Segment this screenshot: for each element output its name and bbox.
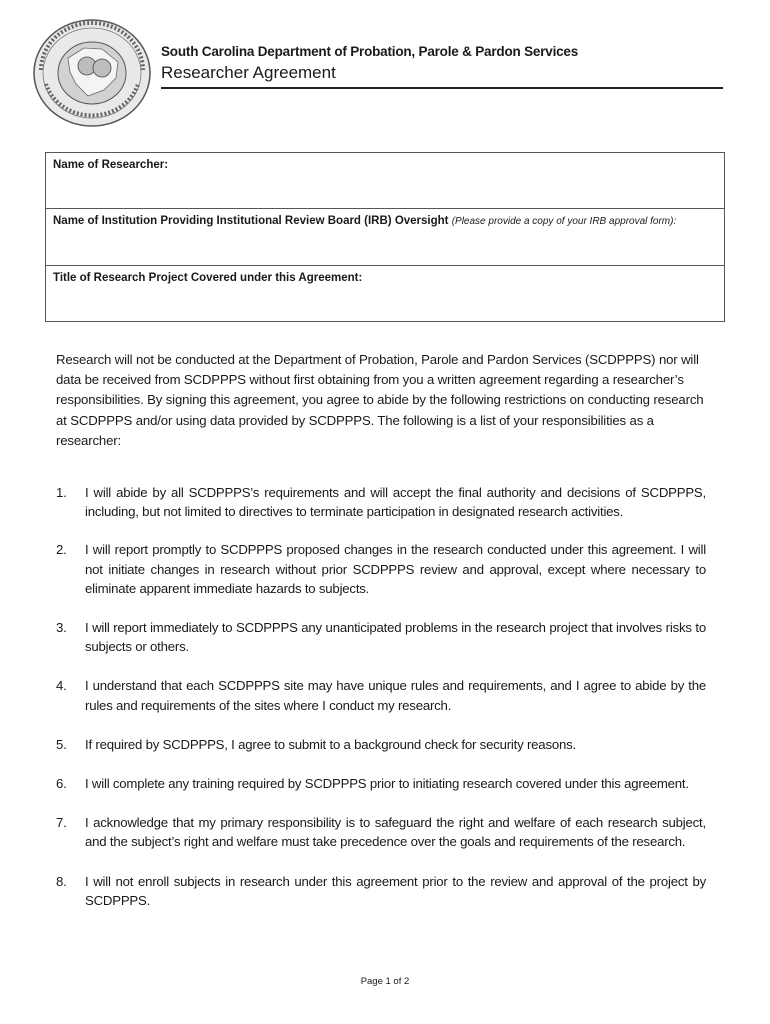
list-item — [56, 540, 706, 598]
researcher-info-form — [45, 152, 725, 322]
researcher-name-label: Name of Researcher: — [53, 159, 169, 171]
irb-institution-note: (Please provide a copy of your IRB approval form): — [451, 216, 677, 227]
irb-institution-label: Name of Institution Providing Institutional Review Board (IRB) Oversight — [53, 215, 449, 227]
list-item-number: 2. — [56, 542, 67, 558]
list-item-text: I will report promptly to SCDPPPS proposed changes in the research conducted under this agreement. I will not initiate changes in research without prior SCDPPPS review and approval, except where necessary to eliminate apparent immediate hazards to subjects. — [85, 542, 706, 596]
list-item — [56, 813, 706, 851]
list-item-text: If required by SCDPPPS, I agree to submit to a background check for security reasons. — [85, 736, 576, 752]
list-item-number: 3. — [56, 620, 67, 636]
irb-institution-field[interactable] — [46, 209, 724, 266]
document-header — [161, 44, 723, 89]
list-item-text: I understand that each SCDPPPS site may have unique rules and requirements, and I agree to abide by the rules and requirements of the sites where I conduct my research. — [85, 678, 706, 713]
agency-seal-logo — [32, 18, 152, 128]
list-item — [56, 483, 706, 521]
list-item-text: I will abide by all SCDPPPS’s requirements and will accept the final authority and decisions of SCDPPPS, including, but not limited to directives to terminate participation in designated research activities. — [85, 485, 706, 520]
list-item — [56, 774, 706, 793]
list-item-number: 4. — [56, 678, 67, 694]
list-item-text: I will complete any training required by SCDPPPS prior to initiating research covered under this agreement. — [85, 776, 689, 792]
responsibilities-list — [56, 483, 706, 910]
list-item-number: 6. — [56, 776, 67, 792]
list-item — [56, 735, 706, 754]
page-number: Page 1 of 2 — [360, 976, 410, 987]
list-item-text: I will report immediately to SCDPPPS any unanticipated problems in the research project that involves risks to subjects or others. — [85, 620, 706, 655]
list-item-text: I acknowledge that my primary responsibility is to safeguard the right and welfare of each research subject, and the subject’s right and welfare must take precedence over the goals and requirements of the research. — [85, 815, 706, 850]
document-title: Researcher Agreement — [161, 63, 723, 89]
project-title-label: Title of Research Project Covered under this Agreement: — [53, 272, 363, 284]
project-title-field[interactable] — [46, 266, 724, 321]
list-item-number: 1. — [56, 485, 67, 500]
list-item — [56, 872, 706, 910]
list-item-number: 5. — [56, 736, 67, 752]
list-item — [56, 676, 706, 714]
list-item — [56, 618, 706, 656]
intro-paragraph: Research will not be conducted at the Department of Probation, Parole and Pardon Services (SCDPPPS) nor will data be received from SCDPPPS without first obtaining from you a written agreement regarding a researcher’s responsibilities. By signing this agreement, you agree to abide by the following restrictions on conducting research at SCDPPPS and/or using data provided by SCDPPPS. The following is a list of your responsibilities as a researcher: — [56, 352, 704, 448]
researcher-name-field[interactable] — [46, 153, 724, 209]
list-item-number: 8. — [56, 873, 67, 889]
list-item-text: I will not enroll subjects in research under this agreement prior to the review and approval of the project by SCDPPPS. — [85, 873, 706, 908]
agency-name: South Carolina Department of Probation, Parole & Pardon Services — [161, 44, 579, 59]
list-item-number: 7. — [56, 815, 67, 831]
